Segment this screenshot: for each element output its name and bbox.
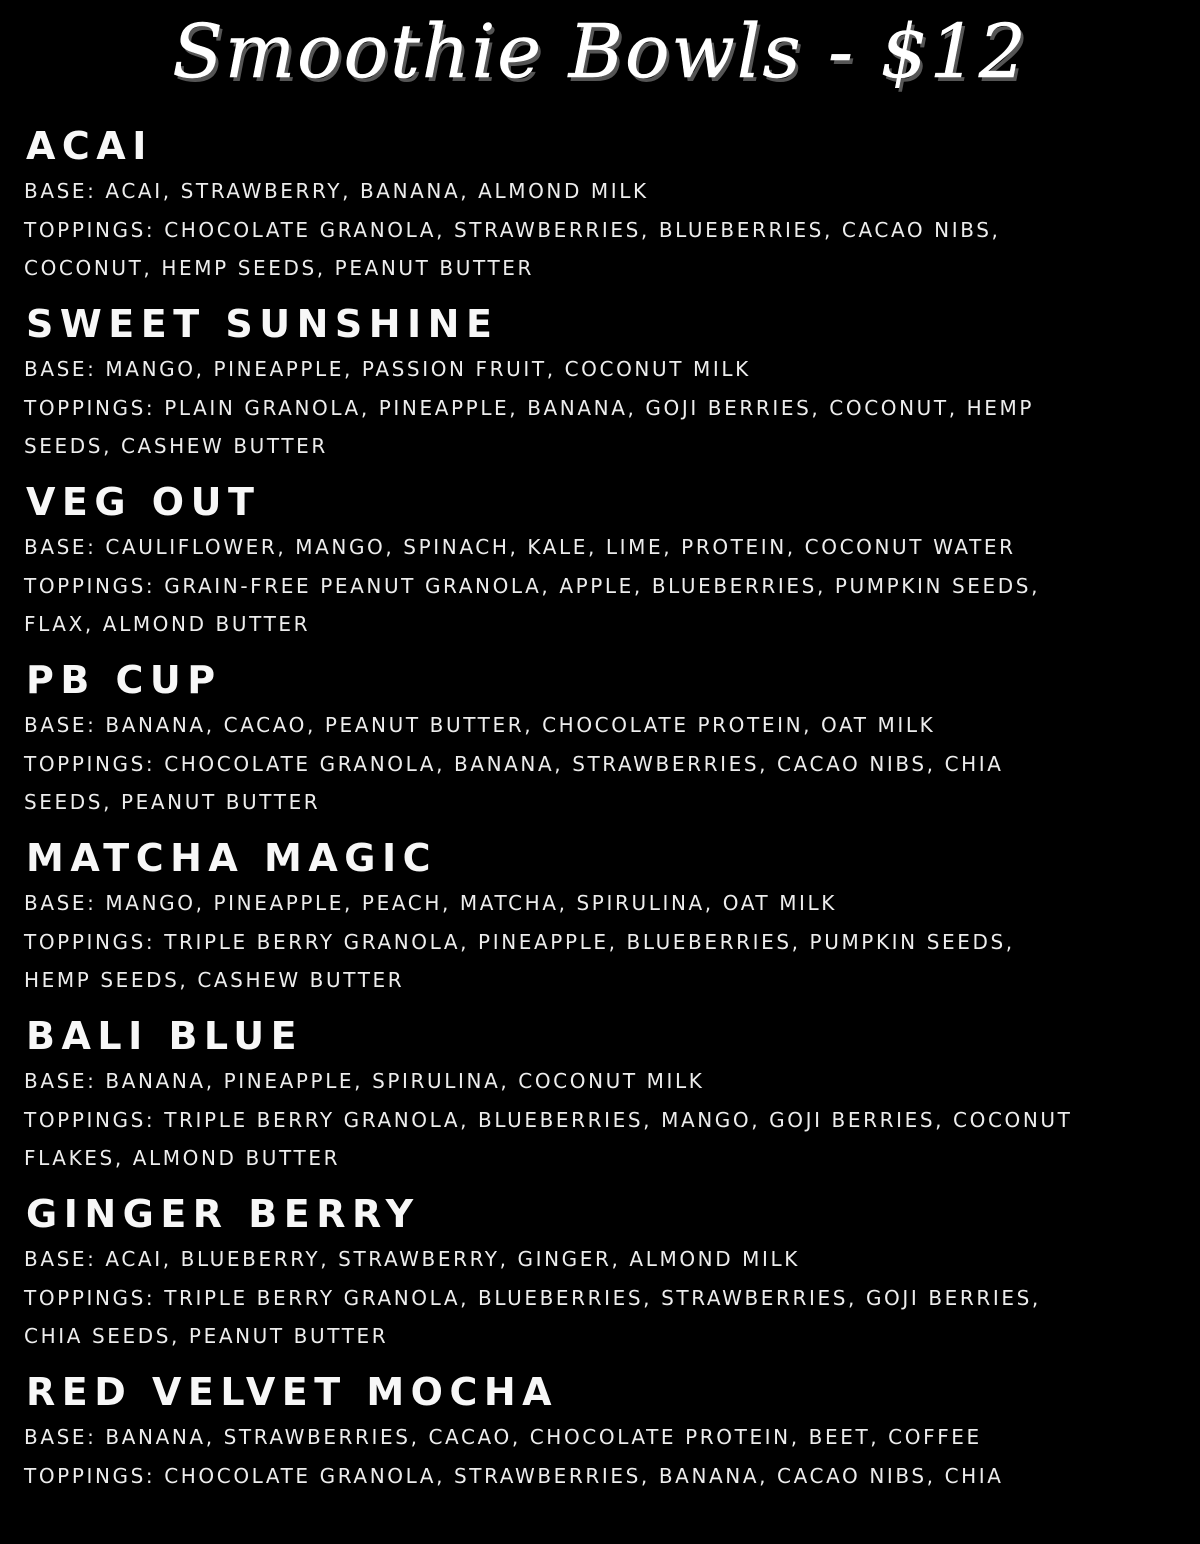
item-name: PB CUP: [26, 658, 222, 702]
menu-item-sweet-sunshine: [24, 298, 1200, 476]
item-toppings-continued: SEEDS, CASHEW BUTTER: [24, 434, 328, 459]
item-toppings: TOPPINGS: TRIPLE BERRY GRANOLA, BLUEBERRIES, STRAWBERRIES, GOJI BERRIES,: [24, 1285, 1041, 1310]
item-name: SWEET SUNSHINE: [26, 302, 499, 346]
item-toppings-continued: CHIA SEEDS, PEANUT BUTTER: [24, 1324, 389, 1349]
item-base: BASE: BANANA, STRAWBERRIES, CACAO, CHOCOLATE PROTEIN, BEET, COFFEE: [24, 1425, 982, 1449]
item-base: BASE: ACAI, BLUEBERRY, STRAWBERRY, GINGER, ALMOND MILK: [24, 1247, 800, 1271]
item-toppings: TOPPINGS: PLAIN GRANOLA, PINEAPPLE, BANANA, GOJI BERRIES, COCONUT, HEMP: [24, 395, 1035, 420]
item-base: BASE: CAULIFLOWER, MANGO, SPINACH, KALE, LIME, PROTEIN, COCONUT WATER: [24, 535, 1016, 559]
item-toppings: TOPPINGS: CHOCOLATE GRANOLA, STRAWBERRIES, BANANA, CACAO NIBS, CHIA: [24, 1463, 1004, 1488]
item-base: BASE: ACAI, STRAWBERRY, BANANA, ALMOND MILK: [24, 179, 649, 203]
menu-item-bali-blue: [24, 1010, 1200, 1188]
item-name: VEG OUT: [26, 480, 261, 524]
item-toppings: TOPPINGS: CHOCOLATE GRANOLA, STRAWBERRIES, BLUEBERRIES, CACAO NIBS,: [24, 217, 1001, 242]
item-toppings-continued: FLAKES, ALMOND BUTTER: [24, 1146, 341, 1171]
item-toppings-continued: SEEDS, PEANUT BUTTER: [24, 790, 321, 815]
item-toppings-continued: HEMP SEEDS, CASHEW BUTTER: [24, 968, 405, 993]
item-base: BASE: MANGO, PINEAPPLE, PASSION FRUIT, COCONUT MILK: [24, 357, 751, 381]
item-name: GINGER BERRY: [26, 1192, 420, 1236]
item-toppings: TOPPINGS: TRIPLE BERRY GRANOLA, BLUEBERRIES, MANGO, GOJI BERRIES, COCONUT: [24, 1107, 1073, 1132]
menu-title: Smoothie Bowls - $12: [172, 9, 1028, 95]
menu-item-ginger-berry: [24, 1188, 1200, 1366]
item-name: MATCHA MAGIC: [26, 836, 437, 880]
item-toppings-continued: FLAX, ALMOND BUTTER: [24, 612, 311, 637]
item-toppings: TOPPINGS: GRAIN-FREE PEANUT GRANOLA, APPLE, BLUEBERRIES, PUMPKIN SEEDS,: [24, 573, 1041, 598]
item-base: BASE: MANGO, PINEAPPLE, PEACH, MATCHA, SPIRULINA, OAT MILK: [24, 891, 838, 915]
menu-list: [24, 120, 1200, 1544]
menu-item-pb-cup: [24, 654, 1200, 832]
item-toppings-continued: COCONUT, HEMP SEEDS, PEANUT BUTTER: [24, 256, 535, 281]
menu-item-acai: [24, 120, 1200, 298]
item-name: BALI BLUE: [26, 1014, 304, 1058]
item-name: ACAI: [26, 124, 153, 168]
menu-item-veg-out: [24, 476, 1200, 654]
item-base: BASE: BANANA, PINEAPPLE, SPIRULINA, COCONUT MILK: [24, 1069, 705, 1093]
item-base: BASE: BANANA, CACAO, PEANUT BUTTER, CHOCOLATE PROTEIN, OAT MILK: [24, 713, 936, 737]
item-name: RED VELVET MOCHA: [26, 1370, 559, 1414]
item-toppings: TOPPINGS: CHOCOLATE GRANOLA, BANANA, STRAWBERRIES, CACAO NIBS, CHIA: [24, 751, 1004, 776]
menu-item-red-velvet-mocha: [24, 1366, 1200, 1544]
menu-item-matcha-magic: [24, 832, 1200, 1010]
item-toppings: TOPPINGS: TRIPLE BERRY GRANOLA, PINEAPPLE, BLUEBERRIES, PUMPKIN SEEDS,: [24, 929, 1015, 954]
